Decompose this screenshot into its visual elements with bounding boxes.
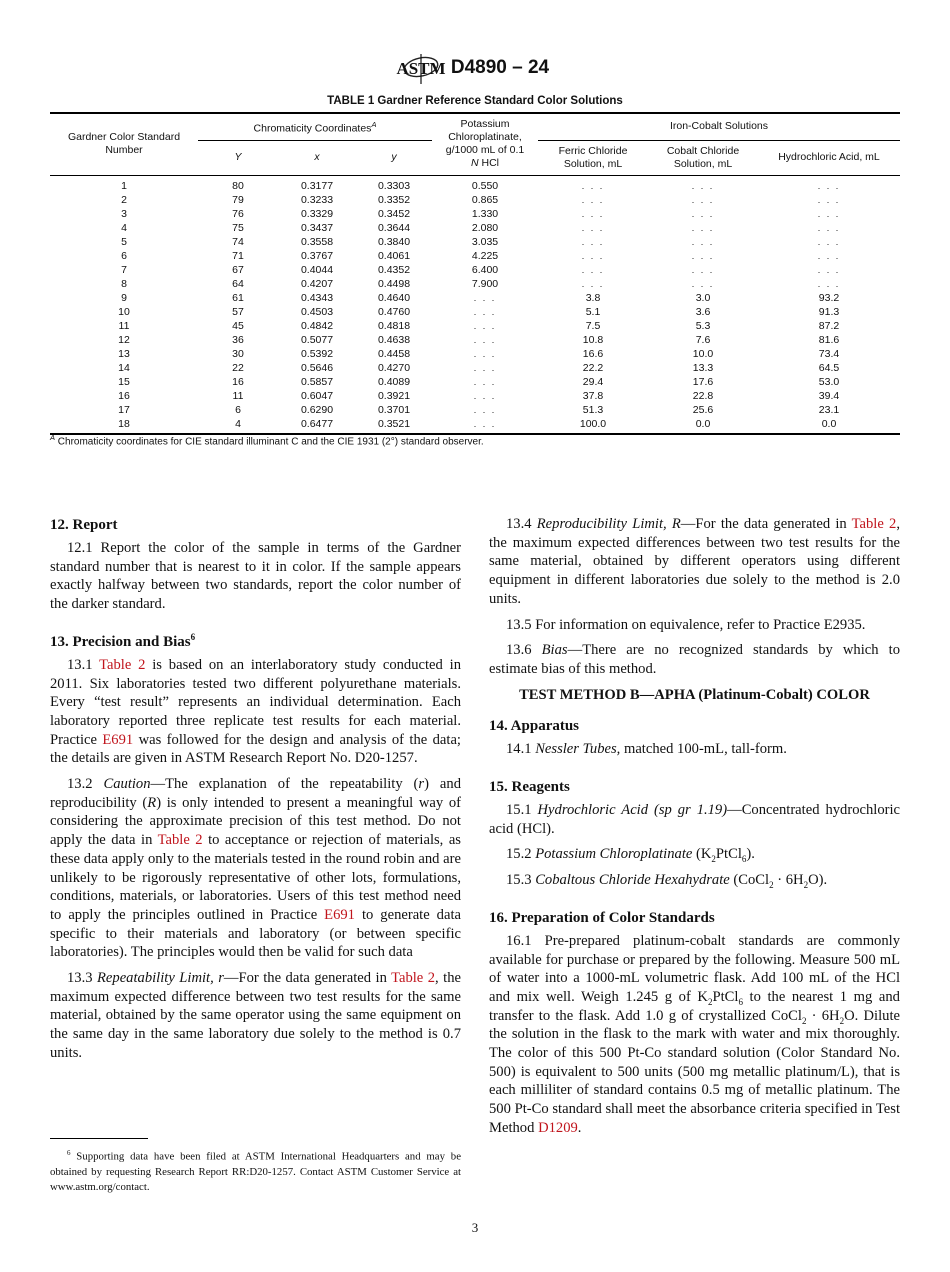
table-cell-n: 7: [121, 263, 127, 276]
table-cell-fe: 51.3: [582, 403, 604, 416]
table-row: [50, 235, 900, 249]
table-cell-hcl: . . .: [817, 250, 841, 261]
table-cell-co: . . .: [691, 222, 715, 233]
e691-link[interactable]: E691: [102, 731, 134, 748]
table-cell-co: 10.0: [692, 347, 714, 360]
table-cell-n: 8: [121, 277, 127, 290]
table-row: [50, 193, 900, 207]
table-cell-Y: 11: [232, 389, 244, 402]
table-cell-co: . . .: [691, 208, 715, 219]
table-title: TABLE 1 Gardner Reference Standard Color Solutions: [327, 95, 623, 107]
table-row: [50, 305, 900, 319]
col-header-x: x: [278, 140, 356, 175]
table-cell-fe: . . .: [581, 250, 605, 261]
table-cell-hcl: . . .: [817, 194, 841, 205]
left-column: [50, 515, 461, 1070]
paragraph-14-1: 14.1 Nessler Tubes, matched 100-mL, tall-form.: [506, 741, 787, 758]
table-cell-co: . . .: [691, 194, 715, 205]
table-cell-x: 0.3233: [300, 193, 334, 206]
e691-link[interactable]: E691: [324, 906, 355, 923]
table-row: [50, 249, 900, 263]
col-header-ferric-chloride: Ferric Chloride Solution, mL: [538, 140, 648, 175]
table-cell-kpt: . . .: [432, 417, 538, 434]
table-cell-x: 0.4207: [300, 277, 334, 290]
table-row: [50, 291, 900, 305]
table-cell-kpt: 0.865: [471, 193, 499, 206]
table-cell-co: 3.6: [695, 305, 711, 318]
table-cell-x: 0.4343: [300, 291, 334, 304]
table-cell-co: 13.3: [692, 361, 714, 374]
test-method-b-title: TEST METHOD B—APHA (Platinum-Cobalt) COLOR: [519, 686, 870, 703]
table-cell-y: 0.4270: [377, 361, 411, 374]
col-header-potassium-chloroplatinate: Potassium Chloroplatinate, g/1000 mL of 0.1 N HCl: [432, 113, 538, 175]
table-cell-hcl: 91.3: [818, 305, 840, 318]
table-cell-y: 0.3352: [377, 193, 411, 206]
table-cell-y: 0.3521: [356, 417, 432, 434]
table-cell-y: 0.4352: [377, 263, 411, 276]
table-cell-x: 0.3558: [300, 235, 334, 248]
table-2-link[interactable]: Table 2: [157, 832, 203, 849]
table-row: [50, 319, 900, 333]
table-cell-y: 0.3921: [377, 389, 411, 402]
table-cell-fe: . . .: [581, 236, 605, 247]
table-cell-n: 2: [121, 193, 127, 206]
table-cell-n: 9: [121, 291, 127, 304]
standard-designation: D4890 – 24: [450, 57, 550, 78]
table-cell-co: 7.6: [695, 333, 711, 346]
table-cell-x: 0.3767: [300, 249, 334, 262]
table-cell-kpt: 7.900: [471, 277, 499, 290]
col-header-hydrochloric-acid: Hydrochloric Acid, mL: [758, 140, 900, 175]
paragraph-13-5: 13.5 For information on equivalence, refer to Practice E2935.: [506, 616, 866, 633]
table-cell-kpt: 3.035: [471, 235, 499, 248]
table-cell-x: 0.5077: [300, 333, 334, 346]
table-row: [50, 207, 900, 221]
table-cell-x: 0.3177: [300, 179, 334, 192]
table-cell-fe: 5.1: [585, 305, 601, 318]
table-cell-fe: . . .: [581, 180, 605, 191]
table-cell-x: 0.6290: [300, 403, 334, 416]
paragraph-13-6: 13.6 Bias—There are no recognized standards by which to estimate bias of this method.: [489, 642, 901, 677]
table-cell-hcl: 53.0: [818, 375, 840, 388]
table-2-link[interactable]: Table 2: [99, 656, 146, 673]
table-cell-fe: . . .: [581, 278, 605, 289]
table-cell-fe: . . .: [581, 208, 605, 219]
table-cell-kpt: . . .: [473, 320, 497, 331]
table-cell-Y: 36: [232, 333, 244, 346]
table-cell-co: 3.0: [695, 291, 711, 304]
table-cell-co: 0.0: [648, 417, 758, 434]
table-row: [50, 175, 900, 193]
table-cell-Y: 71: [232, 249, 244, 262]
table-cell-n: 14: [118, 361, 130, 374]
table-cell-fe: . . .: [581, 194, 605, 205]
paragraph-15-3: 15.3 Cobaltous Chloride Hexahydrate (CoCl$_2$ · $6H_2O$).: [506, 872, 828, 891]
col-header-cobalt-chloride: Cobalt Chloride Solution, mL: [648, 140, 758, 175]
table-cell-fe: 29.4: [582, 375, 604, 388]
table-cell-hcl: 87.2: [818, 319, 840, 332]
section-15-heading: 15. Reagents: [489, 779, 570, 796]
table-cell-n: 18: [50, 417, 198, 434]
table-cell-n: 6: [121, 249, 127, 262]
table-cell-y: 0.3701: [377, 403, 411, 416]
table-cell-hcl: 64.5: [818, 361, 840, 374]
table-cell-hcl: 0.0: [758, 417, 900, 434]
table-cell-co: 22.8: [692, 389, 714, 402]
table-cell-x: 0.6047: [300, 389, 334, 402]
col-header-y: y: [356, 140, 432, 175]
table-cell-n: 3: [121, 207, 127, 220]
paragraph-13-3: 13.3 Repeatability Limit, r—For the data generated in Table 2, the maximum expected difference between two test results for the same material, obtained by the same operator using the same equipment on the same day in the same laboratory due solely to the method is 0.7 units.: [50, 970, 461, 1061]
section-16-heading: 16. Preparation of Color Standards: [489, 909, 715, 926]
right-column: [489, 515, 900, 1145]
paragraph-13-1: 13.1 Table 2 is based on an interlaboratory study conducted in 2011. Six laboratories tested two different polyurethane materials. Every “test result” represents an individual determination. Each laboratory reported three replicate test results for each material. Practice E691 was followed for the design and analysis of the data; the details are given in ASTM Research Report No. D20-1257.: [50, 656, 461, 767]
table-cell-kpt: . . .: [473, 362, 497, 373]
table-cell-y: 0.4089: [377, 375, 411, 388]
table-cell-hcl: 39.4: [818, 389, 840, 402]
section-14-heading: 14. Apparatus: [489, 718, 580, 735]
table-cell-co: 17.6: [692, 375, 714, 388]
table-cell-Y: 4: [198, 417, 278, 434]
table-cell-fe: 37.8: [582, 389, 604, 402]
table-cell-n: 16: [118, 389, 130, 402]
table-cell-Y: 61: [232, 291, 244, 304]
table-cell-fe: 22.2: [582, 361, 604, 374]
table-cell-x: 0.3437: [300, 221, 334, 234]
table-cell-Y: 6: [235, 403, 241, 416]
table-cell-kpt: . . .: [473, 390, 497, 401]
col-header-Y: Y: [198, 140, 278, 175]
table-cell-x: 0.5857: [300, 375, 334, 388]
table-cell-y: 0.4061: [377, 249, 411, 262]
paragraph-16-1: 16.1 Pre-prepared platinum-cobalt standards are commonly available for purchase or prepared by the following. Measure 500 mL of water into a 1000-mL volumetric flask. Add 100 mL of the HCl and mix well. Weigh 1.245 g of $K_2PtCl_6$ to the nearest 1 mg and transfer to the flask. Add 1.0 g of crystallized CoCl$_2$ · $6H_2O$. Dilute the solution in the flask to the mark with water and mix thoroughly. The color of this 500 Pt-Co standard solution (Color Standard No. 500) is equivalent to 500 units (500 mg metallic platinum/L), that is each milliliter of standard contains 0.5 mg of metallic platinum. The 500 Pt-Co standard shall meet the absorbance criteria specified in Test Method D1209.: [489, 932, 900, 1136]
col-header-gardner: Gardner Color Standard Number: [50, 113, 198, 175]
table-cell-x: 0.3329: [300, 207, 334, 220]
table-row: [50, 403, 900, 417]
table-row: [50, 361, 900, 375]
table-cell-y: 0.3840: [377, 235, 411, 248]
table-cell-fe: 10.8: [582, 333, 604, 346]
table-cell-hcl: 81.6: [818, 333, 840, 346]
table-row: [50, 375, 900, 389]
table-cell-n: 1: [121, 179, 127, 192]
paragraph-13-4: 13.4 Reproducibility Limit, R—For the data generated in Table 2, the maximum expected differences between two test results for the same material, obtained by different operators using different equipment in different laboratories due solely to the method is 2.0 units.: [489, 516, 901, 607]
table-row: [50, 221, 900, 235]
paragraph-13-2: 13.2 Caution—The explanation of the repeatability (r) and reproducibility (R) is only intended to present a meaningful way of considering the approximate precision of this test method. Do not apply the data in Table 2 to acceptance or rejection of materials, as these data apply only to the materials tested in the round robin and are unlikely to be rigorously representative of other lots, formulations, conditions, materials, or laboratories. Users of this test method need to apply the principles outlined in Practice E691 to generate data specific to their materials and laboratory (or between specific laboratories). The principles would then be valid for such data: [50, 776, 462, 961]
table-cell-Y: 45: [232, 319, 244, 332]
table-cell-kpt: 2.080: [471, 221, 499, 234]
table-cell-kpt: 4.225: [471, 249, 499, 262]
paragraph-12-1: 12.1 Report the color of the sample in terms of the Gardner standard number that is nearest to it in color. If the sample appears exactly halfway between two standards, report the color number of the darker standard.: [50, 540, 461, 613]
table-cell-y: 0.4458: [377, 347, 411, 360]
table-cell-Y: 74: [232, 235, 244, 248]
table-cell-co: . . .: [691, 264, 715, 275]
table-cell-kpt: 0.550: [471, 179, 499, 192]
table-cell-x: 0.5646: [300, 361, 334, 374]
table-cell-co: . . .: [691, 180, 715, 191]
svg-text:ASTM: ASTM: [396, 59, 446, 78]
table-cell-co: 5.3: [695, 319, 711, 332]
footnote-divider: [50, 1138, 148, 1139]
table-cell-Y: 79: [232, 193, 244, 206]
document-header: [0, 50, 950, 86]
col-group-chromaticity: Chromaticity Coordinates$^A$: [198, 113, 432, 140]
table-cell-kpt: . . .: [473, 404, 497, 415]
table-row: [50, 417, 900, 434]
table-cell-y: 0.3303: [377, 179, 411, 192]
table-cell-x: 0.4044: [300, 263, 334, 276]
table-cell-y: 0.4640: [377, 291, 411, 304]
d1209-link[interactable]: D1209: [538, 1119, 578, 1136]
section-12-heading: 12. Report: [50, 517, 118, 533]
table-cell-n: 12: [118, 333, 130, 346]
table-cell-y: 0.4638: [377, 333, 411, 346]
table-cell-Y: 76: [232, 207, 244, 220]
table-cell-fe: 3.8: [585, 291, 601, 304]
table-cell-fe: 16.6: [582, 347, 604, 360]
table-cell-co: . . .: [691, 278, 715, 289]
paragraph-15-1: 15.1 Hydrochloric Acid (sp gr 1.19)—Concentrated hydrochloric acid (HCl).: [489, 802, 901, 837]
table-cell-Y: 22: [232, 361, 244, 374]
table-cell-Y: 67: [232, 263, 244, 276]
table-cell-kpt: . . .: [473, 376, 497, 387]
table-cell-fe: . . .: [581, 264, 605, 275]
table-cell-Y: 80: [232, 179, 244, 192]
table-cell-y: 0.4498: [377, 277, 411, 290]
table-2-link[interactable]: Table 2: [851, 516, 897, 532]
table-cell-Y: 57: [232, 305, 244, 318]
table-cell-y: 0.4760: [377, 305, 411, 318]
table-cell-y: 0.3452: [377, 207, 411, 220]
table-cell-n: 5: [121, 235, 127, 248]
table-cell-Y: 16: [232, 375, 244, 388]
table-cell-x: 0.6477: [278, 417, 356, 434]
table-cell-co: 25.6: [692, 403, 714, 416]
table-cell-kpt: 6.400: [471, 263, 499, 276]
table-footnote: $^A$ Chromaticity coordinates for CIE standard illuminant C and the CIE 1931 (2°) standard observer.: [50, 433, 484, 448]
table-cell-hcl: . . .: [817, 264, 841, 275]
table-cell-n: 17: [118, 403, 130, 416]
table-cell-x: 0.5392: [300, 347, 334, 360]
table-2-link[interactable]: Table 2: [391, 970, 436, 987]
table-cell-hcl: . . .: [817, 222, 841, 233]
table-row: [50, 277, 900, 291]
table-cell-kpt: . . .: [473, 306, 497, 317]
table-cell-hcl: . . .: [817, 180, 841, 191]
table-cell-co: . . .: [691, 236, 715, 247]
table-cell-Y: 30: [232, 347, 244, 360]
table-row: [50, 263, 900, 277]
table-cell-x: 0.4842: [300, 319, 334, 332]
table-cell-n: 15: [118, 375, 130, 388]
table-cell-x: 0.4503: [300, 305, 334, 318]
table-cell-n: 11: [118, 319, 130, 332]
paragraph-15-2: 15.2 Potassium Chloroplatinate $(K_2PtCl_6)$.: [506, 846, 755, 865]
table-cell-hcl: 73.4: [818, 347, 840, 360]
table-cell-y: 0.4818: [377, 319, 411, 332]
table-cell-kpt: . . .: [473, 334, 497, 345]
table-row: [50, 347, 900, 361]
table-cell-fe: 7.5: [585, 319, 601, 332]
table-1: [50, 112, 900, 435]
table-cell-hcl: . . .: [817, 278, 841, 289]
table-row: [50, 389, 900, 403]
table-cell-kpt: 1.330: [471, 207, 499, 220]
astm-logo-icon: [396, 50, 446, 86]
table-cell-y: 0.3644: [377, 221, 411, 234]
table-cell-n: 10: [118, 305, 130, 318]
table-cell-hcl: 23.1: [818, 403, 840, 416]
footnote-6: $^6$ Supporting data have been filed at ASTM International Headquarters and may be obtained by requesting Research Report RR:D20-1257. Contact ASTM Customer Service at www.astm.org/contact.: [50, 1149, 461, 1193]
table-row: [50, 333, 900, 347]
col-group-iron-cobalt: Iron-Cobalt Solutions: [538, 113, 900, 140]
table-cell-fe: . . .: [581, 222, 605, 233]
table-cell-fe: 100.0: [538, 417, 648, 434]
page-number: 3: [471, 1220, 479, 1235]
table-cell-kpt: . . .: [473, 292, 497, 303]
table-cell-hcl: 93.2: [818, 291, 840, 304]
table-cell-hcl: . . .: [817, 236, 841, 247]
table-cell-Y: 64: [232, 277, 244, 290]
table-cell-n: 13: [118, 347, 130, 360]
table-cell-n: 4: [121, 221, 127, 234]
table-cell-co: . . .: [691, 250, 715, 261]
table-cell-hcl: . . .: [817, 208, 841, 219]
table-cell-kpt: . . .: [473, 348, 497, 359]
table-cell-Y: 75: [232, 221, 244, 234]
section-13-heading: 13. Precision and Bias$^6$: [50, 631, 196, 650]
